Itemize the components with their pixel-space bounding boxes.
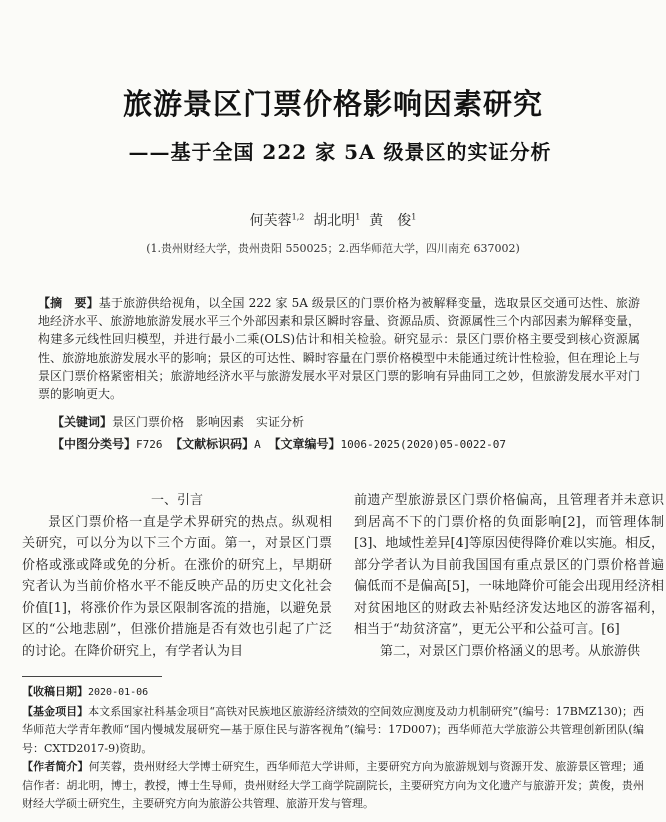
author-name: 何芙蓉 <box>249 213 292 229</box>
body-paragraph: 前遗产型旅游景区门票价格偏高，且管理者并未意识到居高不下的门票价格的负面影响[2]，而管理体制[3]、地域性差异[4]等原因使得降价难以实施。相反，部分学者认为目前我国国有重点景区的门票价格普遍偏低而不是偏高[5]，一味地降价可能会出现用经济相对贫困地区的财政去补贴经济发达地区的游客福利，相当于“劫贫济富”，更无公平和公益可言。[6] <box>354 493 664 637</box>
received-date <box>22 683 644 703</box>
affiliation: (1.贵州财经大学，贵州贵阳 550025；2.西华师范大学，四川南充 637002) <box>146 242 520 255</box>
author-bio-text: 何芙蓉，贵州财经大学博士研究生，西华师范大学讲师，主要研究方向为旅游规划与资源开发、旅游景区管理；通信作者：胡北明，博士，教授，博士生导师，贵州财经大学工商学院副院长，主要研究方向为文化遗产与旅游开发；黄俊，贵州财经大学硕士研究生，主要研究方向为旅游公共管理、旅游开发与管理。 <box>22 760 644 810</box>
author-affil-mark: 1 <box>355 212 361 222</box>
keywords-text: 景区门票价格 影响因素 实证分析 <box>112 415 305 429</box>
footnotes <box>22 683 644 814</box>
body-paragraph: 第二，对景区门票价格涵义的思考。从旅游供 <box>380 643 641 659</box>
abstract <box>38 294 640 403</box>
clc-value: F726 <box>136 438 163 451</box>
article-no-label: 【文章编号】 <box>268 437 341 451</box>
author-name: 胡北明 <box>313 213 356 229</box>
author-affil-mark: 1 <box>411 212 417 222</box>
author-affil-mark: 1,2 <box>291 212 305 222</box>
keywords <box>52 413 304 430</box>
article-title: 旅游景区门票价格影响因素研究 <box>122 87 543 121</box>
doc-code-label: 【文献标识码】 <box>170 437 255 451</box>
article-subtitle: ——基于全国 222 家 5A 级景区的实证分析 <box>128 140 552 164</box>
fund-info <box>22 703 644 759</box>
body-paragraph: 景区门票价格一直是学术界研究的热点。纵观相关研究，可以分为以下三个方面。第一，对景区门票价格或涨或降或免的分析。在涨价的研究上，早期研究者认为当前价格水平不能反映产品的历史文化社会价值[1]，将涨价作为景区限制客流的措施，以避免景区的“公地悲剧”，但涨价措施是否有效也引起了广泛的讨论。在降价研究上，有学者认为目 <box>22 514 332 659</box>
classification-line <box>52 435 506 452</box>
author-name: 黄 俊 <box>369 213 412 229</box>
fund-text: 本文系国家社科基金项目“高铁对民族地区旅游经济绩效的空间效应测度及动力机制研究”(编号：17BMZ130)；西华师范大学青年教师“国内慢城发展研究—基于原住民与游客视角”(编号：17D007)；西华师范大学旅游公共管理创新团队(编号：CXTD2017-9)资助。 <box>22 704 645 755</box>
received-label: 【收稿日期】 <box>22 685 88 698</box>
footnote-divider <box>22 676 162 677</box>
author-bio-label: 【作者简介】 <box>22 760 89 773</box>
body-column-left <box>22 490 332 662</box>
clc-label: 【中图分类号】 <box>52 437 137 451</box>
author-bio <box>22 758 644 814</box>
fund-label: 【基金项目】 <box>22 704 89 718</box>
body-column-right <box>354 490 664 662</box>
article-no-value: 1006-2025(2020)05-0022-07 <box>340 438 507 451</box>
abstract-label: 【摘 要】 <box>38 296 99 310</box>
section-heading: 一、引言 <box>150 493 203 508</box>
doc-code-value: A <box>254 438 261 451</box>
keywords-label: 【关键词】 <box>52 415 113 429</box>
author-line <box>0 210 666 230</box>
received-value: 2020-01-06 <box>88 687 149 698</box>
abstract-text: 基于旅游供给视角，以全国 222 家 5A 级景区的门票价格为被解释变量，选取景区交通可达性、旅游地经济水平、旅游地旅游发展水平三个外部因素和景区瞬时容量、资源品质、资源属性三个内部因素为解释变量，构建多元线性回归模型，并进行最小二乘(OLS)估计和相关检验。研究显示：景区门票价格主要受到核心资源属性、旅游地旅游发展水平的影响；景区的可达性、瞬时容量在门票价格模型中未能通过统计性检验，但在理论上与景区门票价格紧密相关；旅游地经济水平与旅游发展水平对景区门票的影响有异曲同工之妙，但旅游发展水平对门票的影响更大。 <box>38 296 640 402</box>
